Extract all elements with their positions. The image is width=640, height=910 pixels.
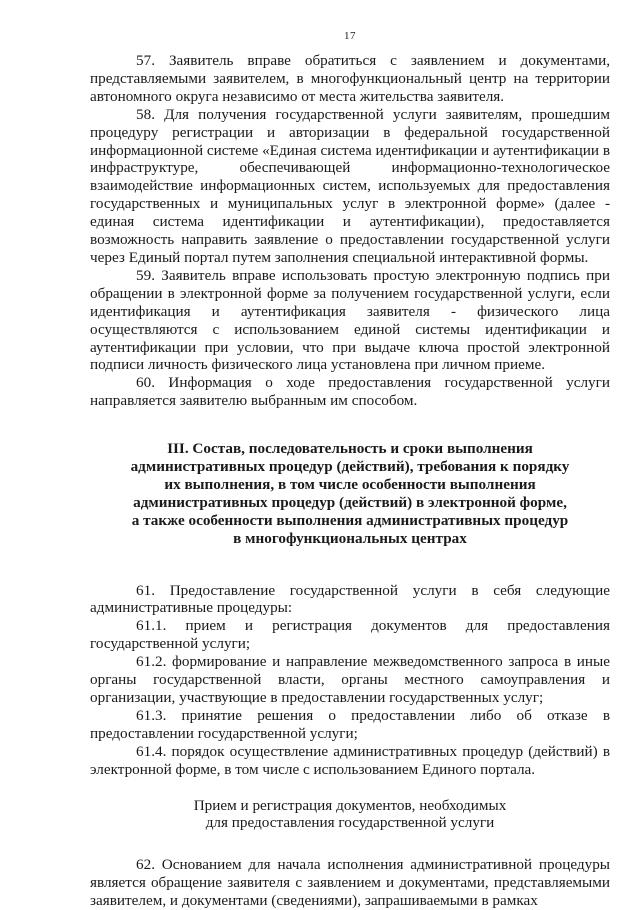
subsection-heading-line: Прием и регистрация документов, необходимых xyxy=(193,796,507,814)
page-number: 17 xyxy=(344,30,356,42)
paragraph-62: 62. Основанием для начала исполнения административной процедуры является обращение заявителя с заявлением и документами, представляемыми заявителем, и документами (сведениями), запрашиваемыми в рамках xyxy=(90,856,610,910)
section-heading-line: их выполнения, в том числе особенности выполнения xyxy=(164,475,536,493)
section-heading xyxy=(90,440,610,547)
section-heading-line: административных процедур (действий) в электронной форме, xyxy=(133,493,567,511)
paragraph-61-1: 61.1. прием и регистрация документов для предоставления государственной услуги; xyxy=(90,617,610,653)
subsection-heading-line: для предоставления государственной услуги xyxy=(205,814,495,832)
section-heading-line: в многофункциональных центрах xyxy=(233,529,467,547)
paragraph-58: 58. Для получения государственной услуги заявителям, прошедшим процедуру регистрации и авторизации в федеральной государственной информационной системе «Единая система идентификации и аутентификации в инфраструктуре, обеспечивающей информационно-технологическое взаимодействие информационных систем, используемых для предоставления государственных и муниципальных услуг в электронной форме» (далее - единая система идентификации и аутентификации), предоставляется возможность направить заявление о предоставлении государственной услуги через Единый портал путем заполнения специальной интерактивной формы. xyxy=(90,105,610,266)
subsection-heading xyxy=(90,797,610,833)
section-heading-line: административных процедур (действий), требования к порядку xyxy=(130,458,570,476)
paragraph-61-2: 61.2. формирование и направление межведомственного запроса в иные органы государственной власти, органы местного самоуправления и организации, участвующие в предоставлении государственных услуг; xyxy=(90,653,610,706)
paragraph-61: 61. Предоставление государственной услуги в себя следующие административные процедуры: xyxy=(90,581,610,617)
section-heading-line: а также особенности выполнения административных процедур xyxy=(131,511,569,529)
paragraph-60: 60. Информация о ходе предоставления государственной услуги направляется заявителю выбранным им способом. xyxy=(90,374,610,410)
section-heading-line: III. Состав, последовательность и сроки выполнения xyxy=(167,440,533,458)
paragraph-57: 57. Заявитель вправе обратиться с заявлением и документами, представляемыми заявителем, в многофункциональный центр на территории автономного округа независимо от места жительства заявителя. xyxy=(90,52,610,105)
paragraph-61-3: 61.3. принятие решения о предоставлении либо об отказе в предоставлении государственной услуги; xyxy=(90,706,610,742)
paragraph-61-4: 61.4. порядок осуществление административных процедур (действий) в электронной форме, в том числе с использованием Единого портала. xyxy=(90,742,610,778)
paragraph-59: 59. Заявитель вправе использовать простую электронную подпись при обращении в электронной форме за получением государственной услуги, если идентификация и аутентификация заявителя - физического лица осуществляются с использованием единой системы идентификации и аутентификации при условии, что при выдаче ключа простой электронной подписи личность физического лица установлена при личном приеме. xyxy=(90,266,610,374)
